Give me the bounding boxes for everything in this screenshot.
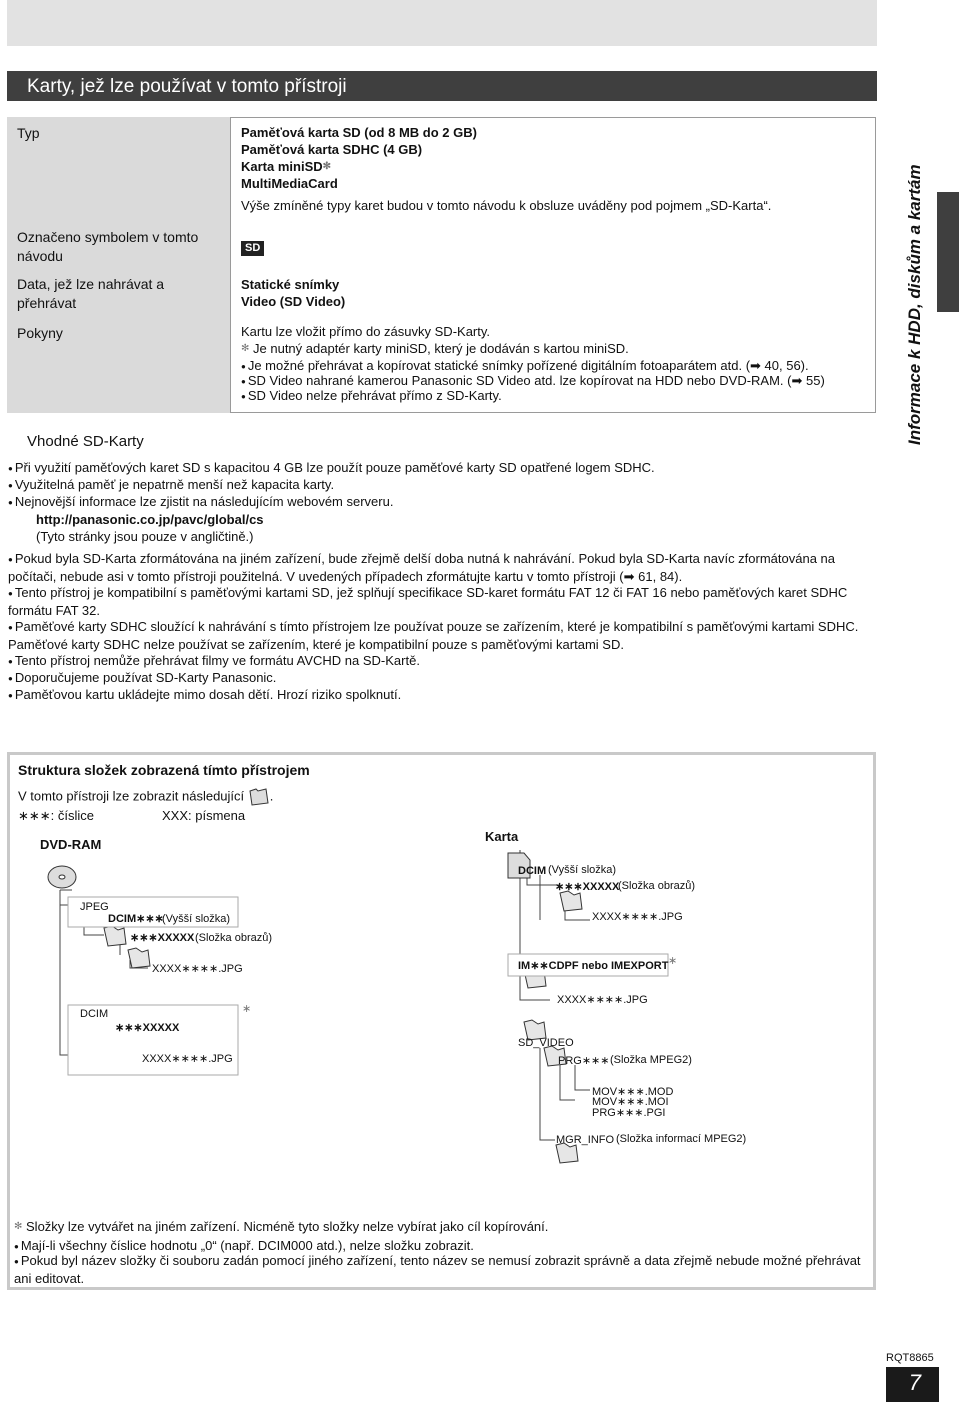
dvd-file: XXXX∗∗∗∗.JPG [152,963,243,975]
card-im-folder: IM∗∗CDPF nebo IMEXPORT [518,960,669,972]
dvd-ram-title: DVD-RAM [40,837,102,852]
label-instructions: Pokyny [17,325,63,341]
card-star: ∗ [668,955,678,967]
legend-letters: XXX: písmena [162,808,246,823]
type-line: MultiMediaCard [241,176,338,191]
structure-intro: V tomto přístroji lze zobrazit následující . [18,787,273,807]
structure-note: ● Pokud byl název složky či souboru zadán pomocí jiného zařízení, tento název se nemusí zobrazit správně a data zřejmě nebude možné přehrávat ani editovat. [14,1252,864,1287]
dvd-sub2: ∗∗∗XXXXX [115,1022,180,1034]
card-title: Karta [485,829,519,844]
card-file: XXXX∗∗∗∗.JPG [592,911,683,923]
asterisk-icon: ✻ [14,1221,23,1232]
page-number-box [886,1367,939,1402]
card-dcim-note: (Vyšší složka) [548,864,617,876]
suitable-para: ● Tento přístroj nemůže přehrávat filmy ve formátu AVCHD na SD-Kartě. [8,652,878,670]
card-mgr: MGR_INFO [556,1134,615,1146]
dvd-dcim-upper: DCIM∗∗∗ [108,913,164,925]
type-line: Karta miniSD✻ [241,159,332,174]
asterisk-icon: ✻ [322,161,332,172]
structure-note: ✻ Složky lze vytvářet na jiném zařízení. Nicméně tyto složky nelze vybírat jako cíl kopírování. [14,1219,549,1234]
folder-icon [560,891,582,911]
suitable-para: ● Paměťovou kartu ukládejte mimo dosah dětí. Hrozí riziko spolknutí. [8,686,878,704]
structure-note: ● Mají-li všechny číslice hodnotu „0“ (např. DCIM000 atd.), nelze složku zobrazit. [14,1237,864,1255]
suitable-bullet: ● Využitelná paměť je nepatrně menší než kapacita karty. [8,476,878,494]
card-mov-moi: MOV∗∗∗.MOI [592,1096,669,1108]
card-sub: ∗∗∗XXXXX [555,881,620,893]
suitable-para: ● Paměťové karty SDHC sloužící k nahrávání s tímto přístrojem lze používat pouze se zařízením, které je kompatibilní s paměťovými kartami SDHC. Paměťové karty SDHC nelze používat se zařízením, které je kompatibilní pouze s paměťovými kartami SD. [8,618,878,653]
server-url[interactable]: http://panasonic.co.jp/pavc/global/cs [36,512,264,527]
instruction-line: Kartu lze vložit přímo do zásuvky SD-Karty. [241,324,491,339]
dvd-disc-icon [48,866,76,888]
suitable-bullet: ● Nejnovější informace lze zjistit na následujícím webovém serveru. [8,493,878,511]
sidebar-title: Informace k HDD, diskům a kartám [905,164,924,445]
dvd-sub-folder: ∗∗∗XXXXX [130,932,195,944]
dvd-dcim2: DCIM [80,1008,109,1020]
folder-icon [104,926,126,946]
data-line: Video (SD Video) [241,294,346,309]
structure-heading: Struktura složek zobrazená tímto přístrojem [18,762,310,778]
suitable-para: ● Tento přístroj je kompatibilní s paměťovými kartami SD, jež splňují specifikace SD-karet formátu FAT 12 či FAT 16 nebo paměťových karet SDHC formátu FAT 32. [8,584,878,619]
page-number: 7 [908,1370,921,1395]
dvd-jpeg-label: JPEG [80,901,109,913]
label-type: Typ [17,125,40,141]
type-line: Paměťová karta SDHC (4 GB) [241,142,423,157]
suitable-bullet: ● Při využití paměťových karet SD s kapacitou 4 GB lze použít pouze paměťové karty SD opatřené logem SDHC. [8,459,878,477]
data-line: Statické snímky [241,277,340,292]
card-file2: XXXX∗∗∗∗.JPG [557,994,648,1006]
card-mov-mod: MOV∗∗∗.MOD [592,1086,674,1098]
type-note: Výše zmíněné typy karet budou v tomto návodu k obsluze uváděny pod pojmem „SD-Karta“. [241,198,772,213]
suitable-para: ● Pokud byla SD-Karta zformátována na jiném zařízení, bude zřejmě delší doba nutná k nahrávání. Pokud byla SD-Karta navíc zformátována na počítači, nebude asi v tomto přístroji použitelná. V uvedených případech zformátujte kartu v tomto přístroji (➡ 61, 84). [8,550,878,585]
label-data: Data, jež lze nahrávat a přehrávat [17,276,165,311]
document-code: RQT8865 [886,1352,934,1364]
card-prg-pgi: PRG∗∗∗.PGI [592,1107,666,1119]
instruction-line: ● Je možné přehrávat a kopírovat statické snímky pořízené digitálním fotoaparátem atd. (➡ 40, 56). [241,357,871,375]
card-sdvideo: SD_VIDEO [518,1037,574,1049]
card-prg-note: (Složka MPEG2) [610,1054,692,1066]
dvd-upper-note: (Vyšší složka) [162,913,231,925]
instruction-line: ✻ Je nutný adaptér karty miniSD, který je dodáván s kartou miniSD. [241,341,629,356]
dvd-file2: XXXX∗∗∗∗.JPG [142,1053,233,1065]
card-mgr-note: (Složka informací MPEG2) [616,1133,747,1145]
dvd-star: ∗ [242,1003,252,1015]
sd-symbol-badge: SD [241,241,264,256]
instruction-line: ● SD Video nelze přehrávat přímo z SD-Karty. [241,387,871,405]
instruction-line: ● SD Video nahrané kamerou Panasonic SD Video atd. lze kopírovat na HDD nebo DVD-RAM. (➡ 55) [241,372,871,390]
suitable-para: ● Doporučujeme používat SD-Karty Panasonic. [8,669,878,687]
url-note: (Tyto stránky jsou pouze v angličtině.) [36,529,254,544]
suitable-heading: Vhodné SD-Karty [27,433,144,450]
type-line: Paměťová karta SD (od 8 MB do 2 GB) [241,125,477,140]
card-sub-note: (Složka obrazů) [618,880,696,892]
folder-icon [128,948,150,968]
label-symbol: Označeno symbolem v tomto návodu [17,229,199,264]
asterisk-icon: ✻ [241,343,250,354]
legend-digits: ∗∗∗: číslice [18,808,95,823]
page-title: Karty, jež lze používat v tomto přístroji [27,76,347,97]
card-dcim: DCIM [518,865,547,877]
dvd-sub-note: (Složka obrazů) [195,932,273,944]
card-prg: PRG∗∗∗ [558,1055,610,1067]
